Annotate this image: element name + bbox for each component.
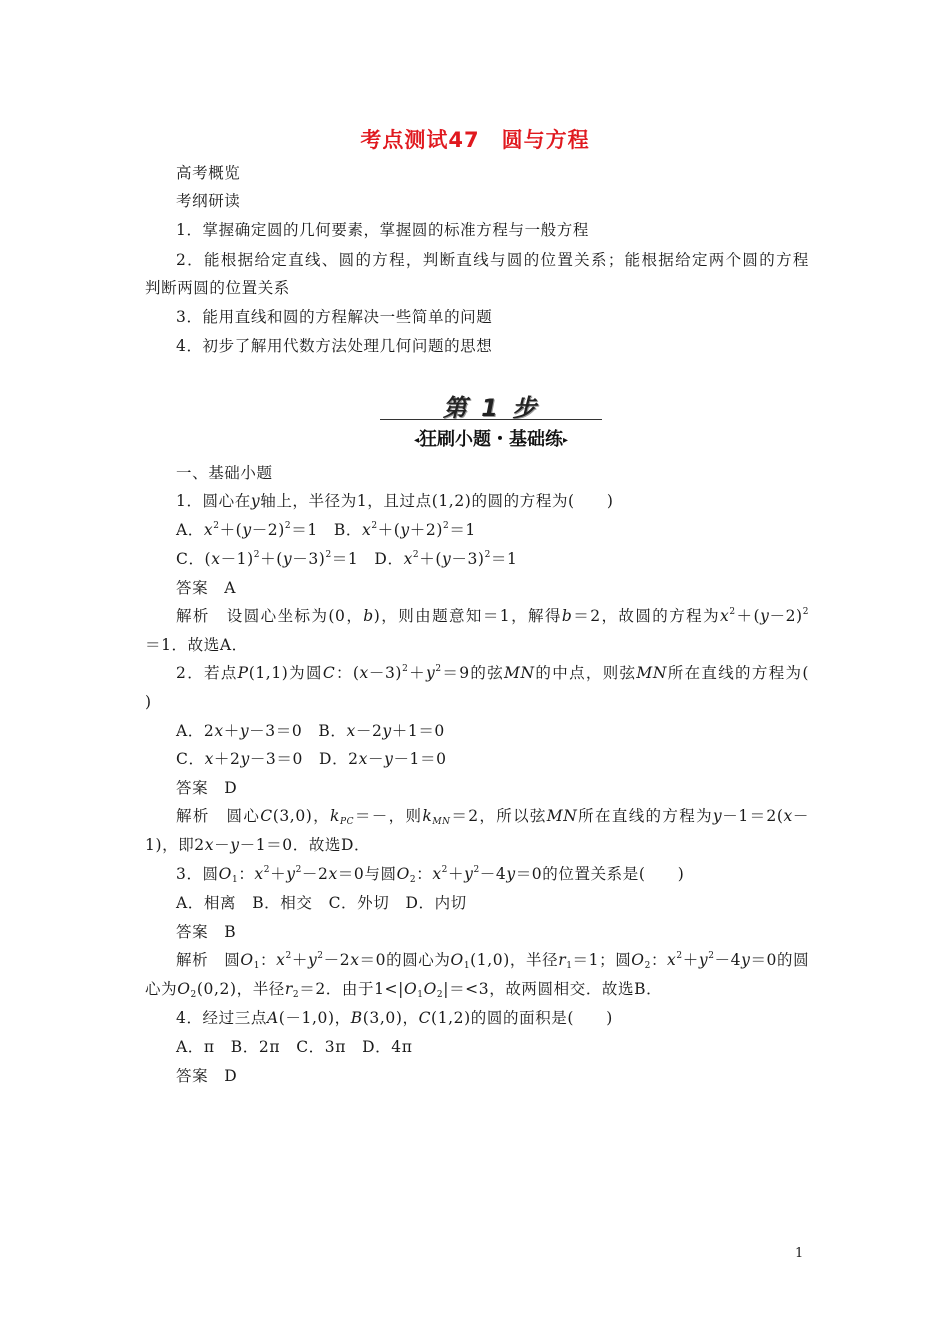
question-1-options: C．$(x-1)^2+(y-3)^2=1$ D．$x^2+(y-3)^2=1$ xyxy=(176,550,518,568)
step-label: 第 1 步 xyxy=(442,394,540,422)
question-1-options: A．$x^2+(y-2)^2=1$ B．$x^2+(y+2)^2=1$ xyxy=(176,521,476,539)
syllabus-item: 1．掌握确定圆的几何要素，掌握圆的标准方程与一般方程 xyxy=(176,221,589,239)
overview-heading: 高考概览 xyxy=(176,164,241,182)
analysis-1: 解析 设圆心坐标为(0，b)，则由题意知＝1，解得b＝2，故圆的方程为$x^2+(y-2)^2$ xyxy=(176,607,810,625)
analysis-2-continued: 1)，即2x－y－1＝0．故选D． xyxy=(145,836,371,854)
analysis-3: 解析 圆$O_1$：$x^2+y^2-2x=0$的圆心为$O_1(1,0)$，半径$r_1=1$；圆$O_2$：$x^2+y^2-4y=0$的圆 xyxy=(176,951,810,971)
question-4: 4．经过三点A(－1,0)，B(3,0)，C(1,2)的圆的面积是( ) xyxy=(176,1009,613,1027)
right-triangle-icon: ▸ xyxy=(563,435,569,446)
syllabus-item: 4．初步了解用代数方法处理几何问题的思想 xyxy=(176,337,493,355)
answer-1: 答案 A xyxy=(176,579,237,597)
page-number: 1 xyxy=(795,1246,804,1261)
step-subtitle-row xyxy=(380,425,602,451)
question-2-options: A．2x＋y－3＝0 B．x－2y＋1＝0 xyxy=(176,722,445,740)
syllabus-heading: 考纲研读 xyxy=(176,192,241,210)
analysis-1-continued: ＝1．故选A． xyxy=(145,636,248,654)
question-3-options: A．相离 B．相交 C．外切 D．内切 xyxy=(176,894,467,912)
syllabus-item-continued: 判断两圆的位置关系 xyxy=(145,279,290,297)
section-heading: 一、基础小题 xyxy=(176,464,273,482)
step-subtitle: 狂刷小题・基础练 xyxy=(419,429,563,450)
answer-3: 答案 B xyxy=(176,923,237,941)
banner-divider xyxy=(380,419,602,420)
step-banner xyxy=(380,388,602,452)
answer-2: 答案 D xyxy=(176,779,238,797)
syllabus-item: 2．能根据给定直线、圆的方程，判断直线与圆的位置关系；能根据给定两个圆的方程 xyxy=(176,251,809,269)
question-2-options: C．x＋2y－3＝0 D．2x－y－1＝0 xyxy=(176,750,447,768)
analysis-2: 解析 圆心C(3,0)，$k_{PC}=-$，则$k_{MN}=2$，所以弦MN所在直线的方程为y－1＝2(x－ xyxy=(176,807,809,827)
syllabus-item: 3．能用直线和圆的方程解决一些简单的问题 xyxy=(176,308,493,326)
page-title: 考点测试47 圆与方程 xyxy=(360,128,590,152)
analysis-3-continued: 心为$O_2(0,2)$，半径$r_2=2$．由于$1<|O_1O_2|=<3$，故两圆相交．故选B． xyxy=(145,980,663,1000)
left-triangle-icon: ◂ xyxy=(413,435,419,446)
question-1: 1．圆心在y轴上，半径为1，且过点(1,2)的圆的方程为( ) xyxy=(176,492,614,510)
answer-4: 答案 D xyxy=(176,1067,238,1085)
question-2: 2．若点P(1,1)为圆C：$(x-3)^2+y^2=9$的弦MN的中点，则弦MN所在直线的方程为( xyxy=(176,664,809,682)
question-4-options: A．π B．2π C．3π D．4π xyxy=(176,1038,413,1056)
question-2-continued: ) xyxy=(145,693,152,711)
question-3: 3．圆$O_1$：$x^2+y^2-2x=0$与圆$O_2$：$x^2+y^2-4y=0$的位置关系是( ) xyxy=(176,865,685,885)
